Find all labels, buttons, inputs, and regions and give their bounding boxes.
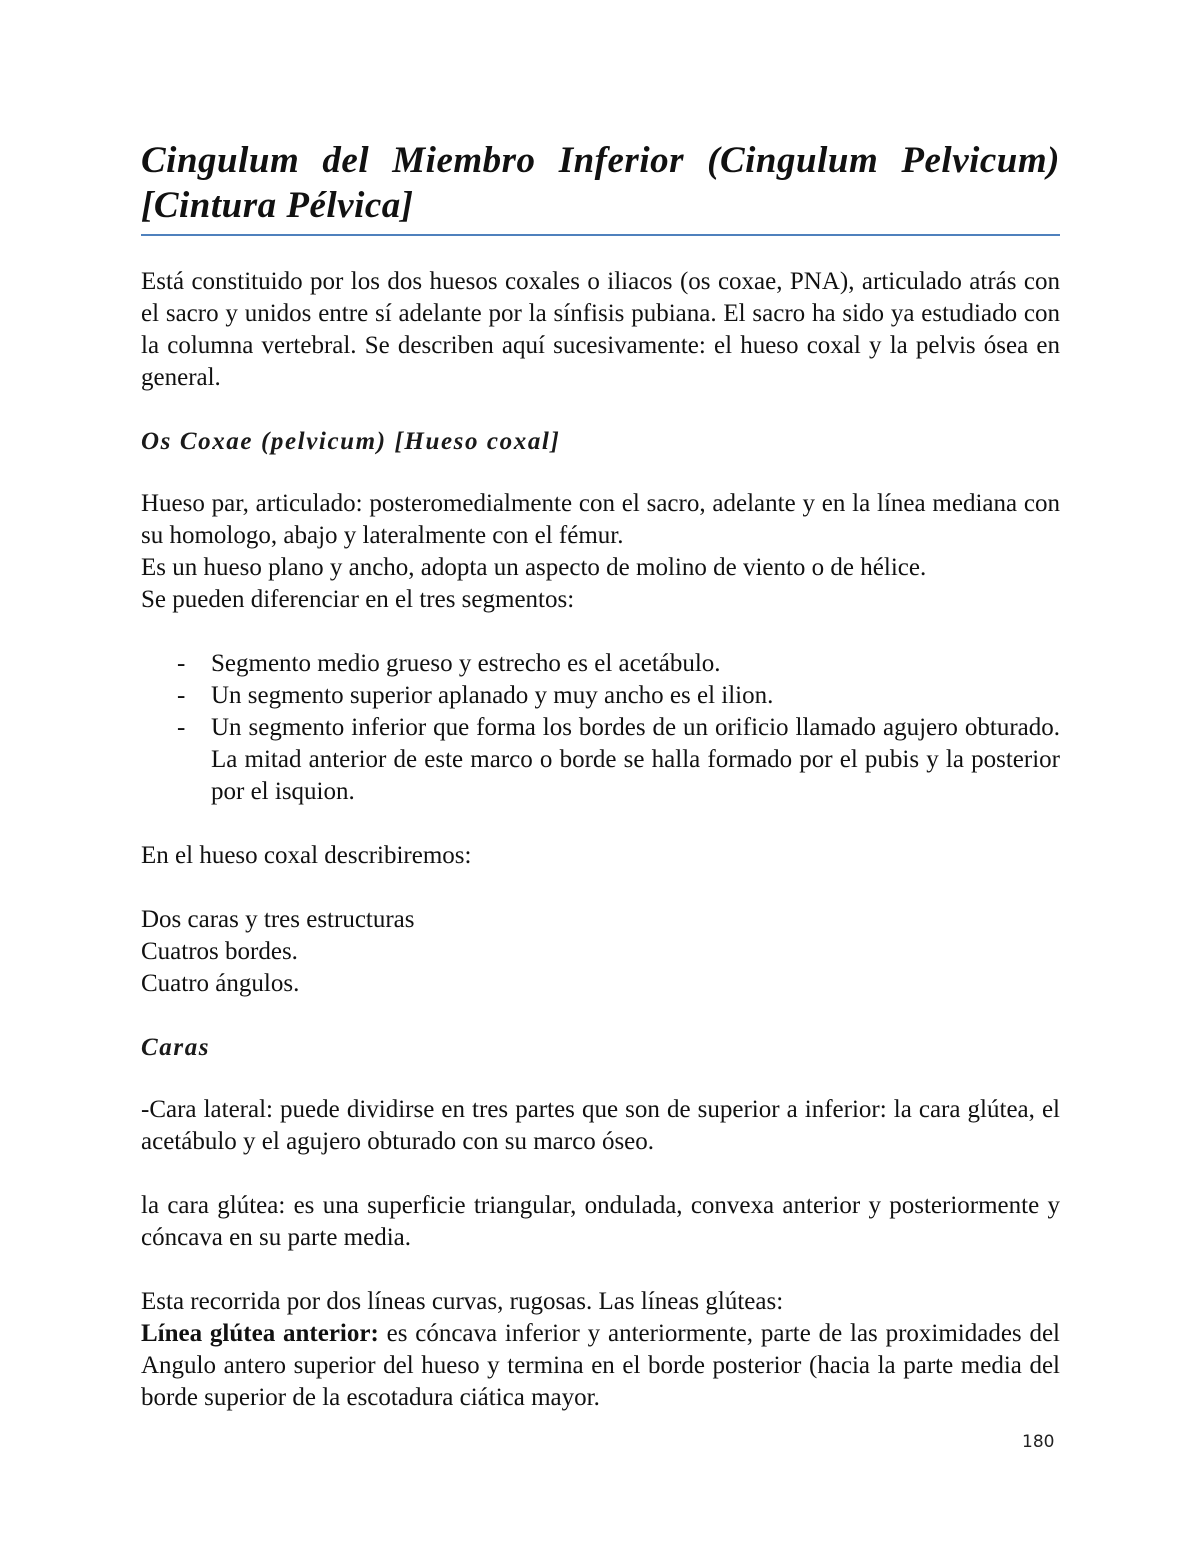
list-item [141,648,1060,680]
spacer [141,1064,1060,1094]
page-title-line-1: Cingulum del Miembro Inferior (Cingulum Pelvicum) [141,140,1060,181]
cara-lateral-paragraph: -Cara lateral: puede dividirse en tres partes que son de superior a inferior: la cara glútea, el acetábulo y el agujero obturado con su marco óseo. [141,1096,1060,1155]
os-coxae-paragraph-2: Es un hueso plano y ancho, adopta un aspecto de molino de viento o de hélice. [141,554,927,581]
linea-glutea-anterior-label: Línea glútea anterior: [141,1320,379,1347]
spacer [141,1158,1060,1190]
os-coxae-paragraph-1: Hueso par, articulado: posteromedialmente con el sacro, adelante y en la línea mediana con su homologo, abajo y lateralmente con el fémur. [141,490,1060,549]
page-title-line-2: [Cintura Pélvica] [141,185,414,226]
page-title [141,138,1060,236]
summary-line-2: Cuatros bordes. [141,938,298,965]
page-number: 180 [1022,1432,1055,1452]
lineas-gluteas-intro: Esta recorrida por dos líneas curvas, rugosas. Las líneas glúteas: [141,1288,784,1315]
section-heading-caras: Caras [141,1034,211,1061]
list-item-text: Segmento medio grueso y estrecho es el acetábulo. [211,650,721,677]
spacer [141,872,1060,904]
dash-bullet: - [177,650,186,677]
spacer [141,1254,1060,1286]
dash-bullet: - [177,714,186,741]
os-coxae-paragraph-3: Se pueden diferenciar en el tres segmentos: [141,586,575,613]
dash-bullet: - [177,682,186,709]
spacer [141,458,1060,488]
cara-glutea-paragraph: la cara glútea: es una superficie triangular, ondulada, convexa anterior y posteriormente y cóncava en su parte media. [141,1192,1060,1251]
describe-paragraph: En el hueso coxal describiremos: [141,842,472,869]
spacer [141,394,1060,426]
list-item-text: Un segmento inferior que forma los bordes de un orificio llamado agujero obturado. La mitad anterior de este marco o borde se halla formado por el pubis y la posterior por el isquion. [211,714,1060,805]
intro-paragraph: Está constituido por los dos huesos coxales o iliacos (os coxae, PNA), articulado atrás con el sacro y unidos entre sí adelante por la sínfisis pubiana. El sacro ha sido ya estudiado con la columna vertebral. Se describen aquí sucesivamente: el hueso coxal y la pelvis ósea en general. [141,268,1060,391]
document-page [141,138,1060,1414]
list-item-text: Un segmento superior aplanado y muy ancho es el ilion. [211,682,774,709]
section-heading-os-coxae: Os Coxae (pelvicum) [Hueso coxal] [141,428,561,455]
spacer [141,1000,1060,1032]
segments-list [141,648,1060,808]
summary-line-3: Cuatro ángulos. [141,970,300,997]
linea-glutea-anterior-paragraph [141,1318,1060,1414]
spacer [141,808,1060,840]
linea-glutea-anterior-text: es cóncava inferior y anteriormente, parte de las proximidades del Angulo antero superior del hueso y termina en el borde posterior (hacia la parte media del borde superior de la escotadura ciática mayor. [141,1320,1061,1411]
list-item [141,712,1060,808]
summary-line-1: Dos caras y tres estructuras [141,906,415,933]
spacer [141,616,1060,648]
list-item [141,680,1060,712]
